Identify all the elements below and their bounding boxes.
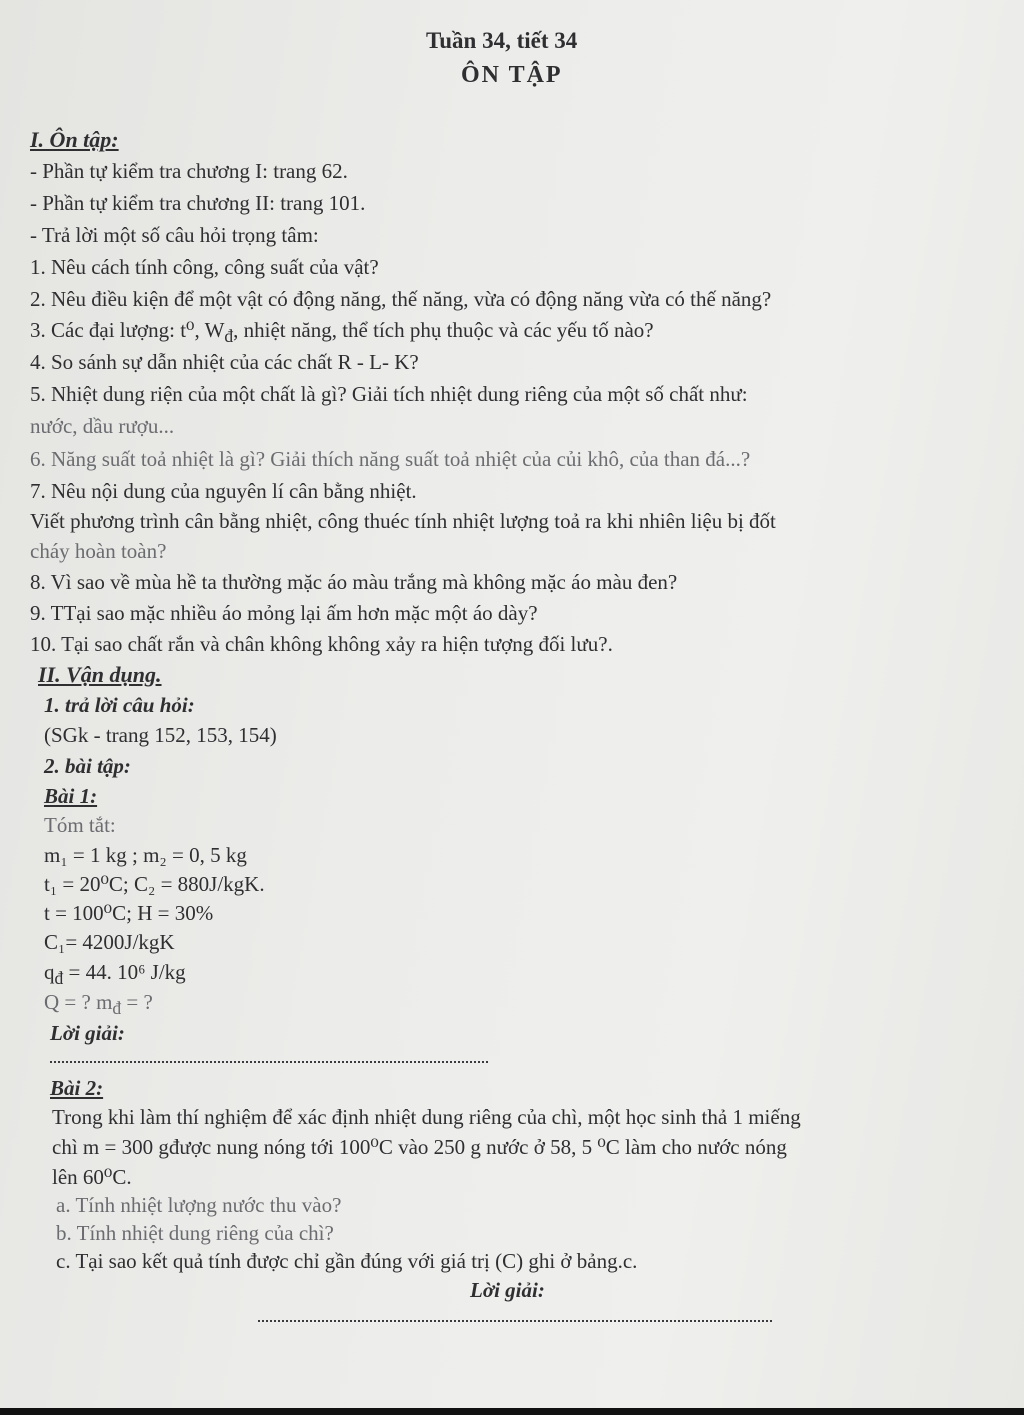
question-7-cont: Viết phương trình cân bằng nhiệt, công thuéc tính nhiệt lượng toả ra khi nhiên liệu bị đốt	[30, 509, 776, 533]
question-8: 8. Vì sao về mùa hề ta thường mặc áo màu trắng mà không mặc áo màu đen?	[30, 570, 678, 594]
review-line: - Phần tự kiểm tra chương II: trang 101.	[30, 191, 366, 215]
given-line: C₁= 4200J/kgK	[44, 930, 175, 954]
given-line: m₁ = 1 kg ; m₂ = 0, 5 kg	[44, 843, 247, 867]
exercise-2-text: lên 60⁰C.	[52, 1165, 132, 1189]
solution-label-2: Lời giải:	[470, 1278, 545, 1302]
given-line: $q_đ = 44$. 10⁶ J/kg	[44, 960, 186, 989]
summary-label: Tóm tắt:	[44, 813, 116, 837]
review-heading: I. Ôn tập:	[30, 127, 119, 152]
exercise-2-text: Trong khi làm thí nghiệm để xác định nhiệt dung riêng của chì, một học sinh thả 1 miếng	[52, 1105, 801, 1129]
page-title: ÔN TẬP	[461, 62, 563, 88]
exercise-2-question-c: c. Tại sao kết quả tính được chỉ gần đúng với giá trị (C) ghi ở bảng.c.	[56, 1249, 638, 1273]
solution-answer-line-1	[50, 1061, 488, 1063]
exercise-2-label: Bài 2:	[50, 1076, 104, 1100]
question-5: 5. Nhiệt dung riện của một chất là gì? Giải tích nhiệt dung riêng của một số chất như:	[30, 382, 748, 406]
given-line: t₁ = 20⁰C; C₂ = 880J/kgK.	[44, 872, 265, 896]
solution-answer-line-2	[258, 1320, 772, 1322]
exercise-1-label: Bài 1:	[44, 784, 98, 808]
question-3: 3. Các đại lượng: t⁰, $W_đ$, nhiệt năng, thể tích phụ thuộc và các yếu tố nào?	[30, 318, 654, 347]
question-10: 10. Tại sao chất rắn và chân không không xảy ra hiện tượng đối lưu?.	[30, 632, 613, 656]
photo-bottom-edge	[0, 1408, 1024, 1415]
question-2: 2. Nêu điều kiện để một vật có động năng, thế năng, vừa có động năng vừa có thế năng?	[30, 287, 772, 311]
textbook-reference: (SGk - trang 152, 153, 154)	[44, 723, 277, 747]
review-line: - Phần tự kiểm tra chương I: trang 62.	[30, 159, 348, 183]
question-7: 7. Nêu nội dung của nguyên lí cân bằng nhiệt.	[30, 479, 417, 503]
question-6: 6. Năng suất toả nhiệt là gì? Giải thích năng suất toả nhiệt của củi khô, của than đá...?	[30, 447, 751, 471]
question-5-cont: nước, dầu rượu...	[30, 414, 175, 438]
exercises-heading: 2. bài tập:	[44, 754, 131, 778]
solution-label-1: Lời giải:	[50, 1021, 125, 1045]
question-1: 1. Nêu cách tính công, công suất của vật?	[30, 255, 379, 279]
exercise-2-text: chì m = 300 gđược nung nóng tới 100⁰C vào 250 g nước ở 58, 5 ⁰C làm cho nước nóng	[52, 1135, 787, 1159]
exercise-2-question-a: a. Tính nhiệt lượng nước thu vào?	[56, 1193, 342, 1217]
apply-heading: II. Vận dụng.	[38, 662, 162, 687]
question-4: 4. So sánh sự dẫn nhiệt của các chất R - L- K?	[30, 350, 419, 374]
week-lesson-line: Tuần 34, tiết 34	[426, 28, 578, 53]
answer-questions-heading: 1. trả lời câu hỏi:	[44, 693, 195, 717]
exercise-2-question-b: b. Tính nhiệt dung riêng của chì?	[56, 1221, 334, 1245]
question-9: 9. TTại sao mặc nhiều áo mỏng lại ấm hơn mặc một áo dày?	[30, 601, 538, 625]
question-7-cont2: cháy hoàn toàn?	[30, 539, 167, 563]
review-line: - Trả lời một số câu hỏi trọng tâm:	[30, 223, 319, 247]
unknowns-line: Q = ? $m_đ$ = ?	[44, 990, 153, 1019]
given-line: t = 100⁰C; H = 30%	[44, 901, 214, 925]
